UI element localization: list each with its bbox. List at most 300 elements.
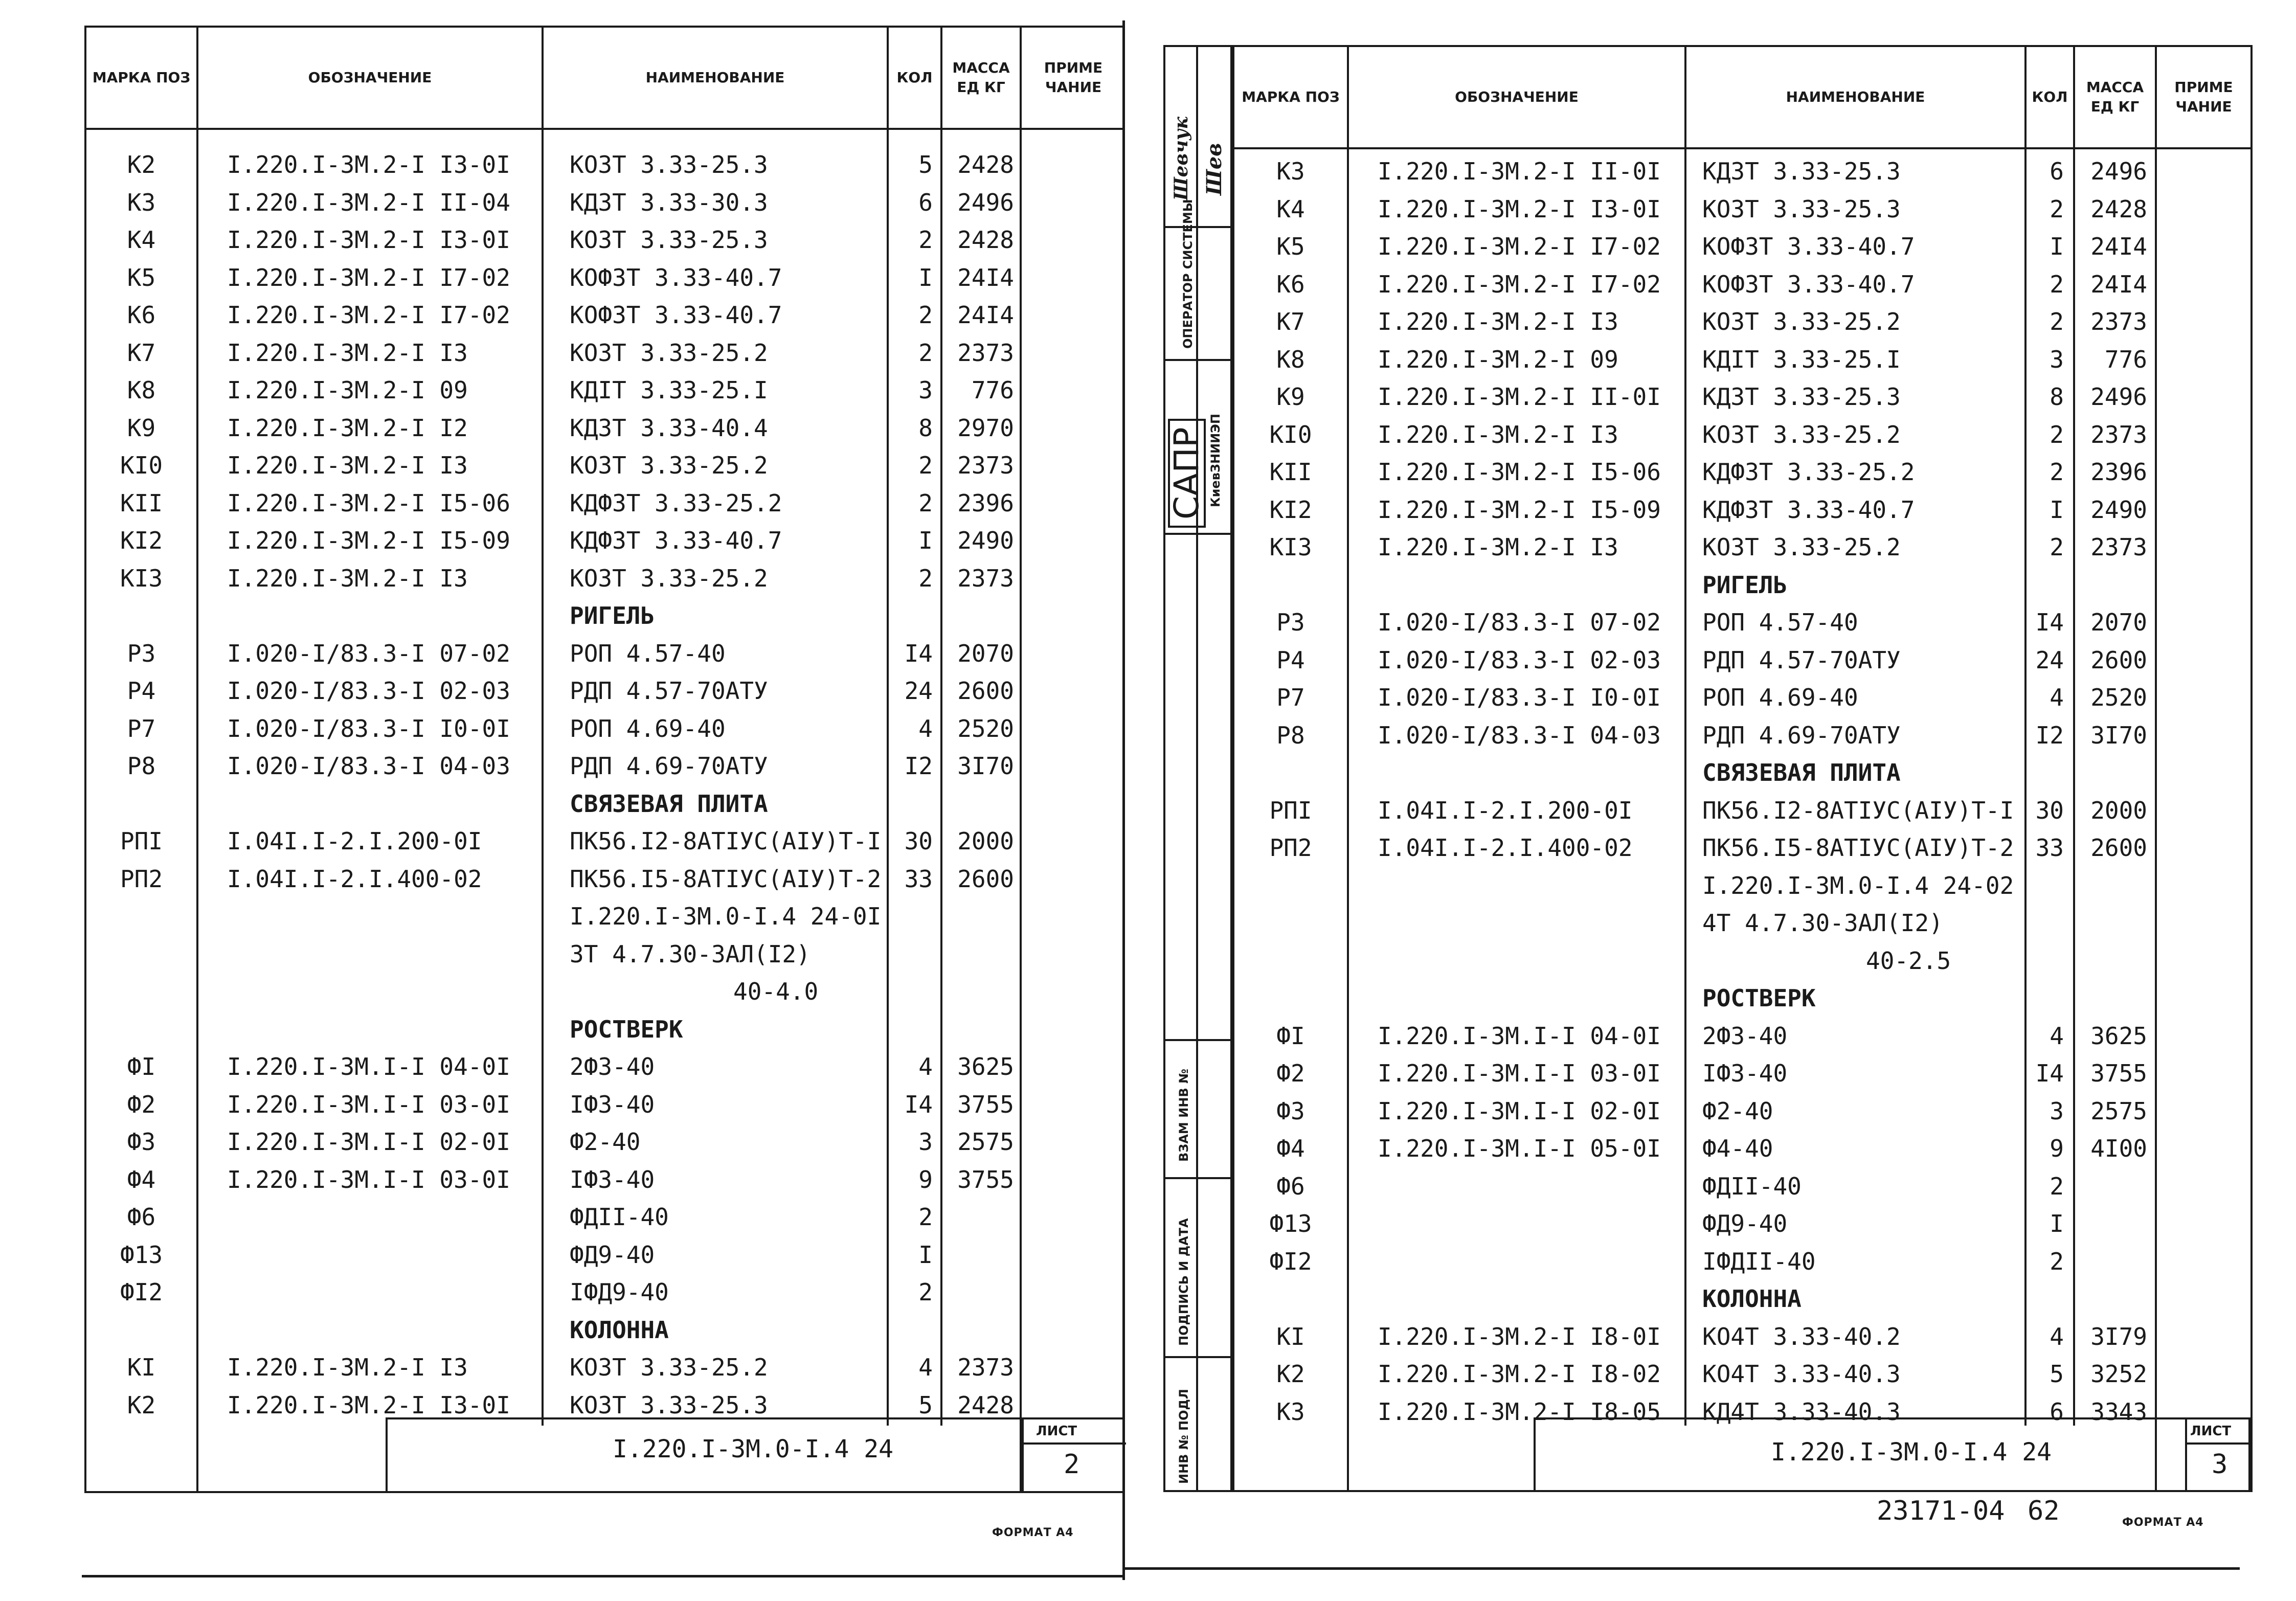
cell-kol: 2 xyxy=(918,301,933,329)
right-list-label: ЛИСТ xyxy=(2190,1424,2232,1439)
left-doc-number: I.220.I-3М.0-I.4 24 xyxy=(613,1435,894,1463)
table-row xyxy=(1234,1320,2250,1354)
cell-oboznachenie: I.020-I/83.3-I I0-0I xyxy=(1378,684,1661,711)
cell-naimenovanie: РОП 4.69-40 xyxy=(570,714,726,742)
cell-naimenovanie: КДФЗТ 3.33-40.7 xyxy=(570,527,782,554)
cell-kol: 33 xyxy=(904,865,933,893)
cell-naimenovanie: РОП 4.57-40 xyxy=(570,639,726,667)
table-row xyxy=(86,712,1123,746)
cell-massa: 2428 xyxy=(957,226,1014,254)
cell-marka: Ф2 xyxy=(1276,1059,1305,1087)
cell-marka: Ф4 xyxy=(127,1165,156,1193)
cell-kol: 30 xyxy=(2035,796,2064,824)
cell-marka: К3 xyxy=(1276,1397,1305,1426)
cell-naimenovanie: КОЗТ 3.33-25.3 xyxy=(1702,195,1901,223)
cell-oboznachenie: I.220.I-3М.I-I 03-0I xyxy=(227,1165,510,1193)
table-row xyxy=(1234,343,2250,376)
cell-kol: 2 xyxy=(2050,1247,2064,1275)
cell-naimenovanie: Ф4-40 xyxy=(1702,1135,1773,1162)
cell-marka: КII xyxy=(1269,458,1312,486)
table-row xyxy=(86,1200,1123,1234)
cell-marka: КI xyxy=(127,1354,156,1381)
table-row xyxy=(1234,455,2250,489)
right-bottom-rule xyxy=(1125,1567,2240,1570)
table-row xyxy=(86,975,1123,1008)
cell-naimenovanie: ФД9-40 xyxy=(570,1241,655,1269)
cell-kol: 9 xyxy=(2050,1135,2064,1162)
cell-oboznachenie: I.220.I-3М.2-I 09 xyxy=(227,376,468,404)
right-doc-number: I.220.I-3М.0-I.4 24 xyxy=(1771,1438,2052,1467)
header-oboznachenie: ОБОЗНАЧЕНИЕ xyxy=(1349,47,1684,149)
left-list-number: 2 xyxy=(1064,1449,1080,1480)
section-heading-row xyxy=(1234,981,2250,1015)
cell-kol: 24 xyxy=(904,677,933,705)
cell-naimenovanie: РДП 4.57-70АТУ xyxy=(570,677,768,705)
cell-naimenovanie: КО4Т 3.33-40.3 xyxy=(1702,1360,1901,1388)
cell-massa: 2496 xyxy=(2090,383,2147,411)
cell-oboznachenie: I.04I.I-2.I.400-02 xyxy=(1378,834,1633,862)
cell-naimenovanie: КДЗТ 3.33-40.4 xyxy=(570,414,768,442)
cell-kol: 6 xyxy=(918,188,933,216)
cell-naimenovanie: КОЗТ 3.33-25.2 xyxy=(570,339,768,367)
cell-marka: Р4 xyxy=(1276,646,1305,674)
center-fold-line xyxy=(1122,20,1125,1580)
table-row xyxy=(1234,267,2250,301)
cell-massa: 2070 xyxy=(957,639,1014,667)
cell-kol: 8 xyxy=(2050,383,2064,411)
header-naimenovanie: НАИМЕНОВАНИЕ xyxy=(1686,47,2024,149)
cell-marka: К9 xyxy=(1276,383,1305,411)
header-kol: КОЛ xyxy=(2027,47,2073,149)
cell-massa: 2373 xyxy=(957,452,1014,479)
cell-massa: 2490 xyxy=(2090,495,2147,524)
cell-naimenovanie: РОП 4.69-40 xyxy=(1702,684,1858,711)
cell-marka: Ф4 xyxy=(1276,1135,1305,1162)
cell-oboznachenie: I.220.I-3М.2-I I7-02 xyxy=(1378,270,1661,298)
cell-marka: Ф3 xyxy=(1276,1097,1305,1125)
cell-massa: 3I79 xyxy=(2090,1322,2147,1350)
section-heading: КОЛОННА xyxy=(570,1316,669,1344)
cell-kol: 2 xyxy=(918,1203,933,1231)
cell-oboznachenie: I.220.I-3М.2-I I5-06 xyxy=(227,489,510,517)
cell-naimenovanie: 3Т 4.7.30-3АЛ(I2) xyxy=(570,940,811,968)
cell-marka: К8 xyxy=(1276,345,1305,373)
cell-oboznachenie: I.220.I-3М.2-I I3 xyxy=(227,452,468,479)
table-row xyxy=(1234,944,2250,978)
cell-marka: Р3 xyxy=(1276,608,1305,636)
cell-naimenovanie: IФД9-40 xyxy=(570,1278,669,1306)
cell-massa: 2396 xyxy=(957,489,1014,517)
cell-kol: I xyxy=(2050,495,2064,524)
table-row xyxy=(1234,418,2250,452)
right-list-number: 3 xyxy=(2212,1449,2228,1480)
cell-naimenovanie: КО4Т 3.33-40.2 xyxy=(1702,1322,1901,1350)
stamp-operator-label: ОПЕРАТОР СИСТЕМЫ xyxy=(1181,199,1195,349)
cell-kol: 2 xyxy=(2050,458,2064,486)
cell-oboznachenie: I.220.I-3М.2-I I5-09 xyxy=(1378,495,1661,524)
header-primechanie: ПРИМЕ ЧАНИЕ xyxy=(1022,28,1125,130)
cell-kol: I xyxy=(918,527,933,554)
table-row xyxy=(1234,192,2250,226)
section-heading: КОЛОННА xyxy=(1702,1285,1802,1313)
cell-massa: 3625 xyxy=(957,1053,1014,1080)
cell-oboznachenie: I.220.I-3М.2-I I8-05 xyxy=(1378,1397,1661,1426)
stamp-org-label: КиевЗНИИЭП xyxy=(1208,414,1223,507)
stamp-signature-1: Шевчук xyxy=(1170,117,1192,200)
section-heading: СВЯЗЕВАЯ ПЛИТА xyxy=(570,790,768,818)
cell-naimenovanie: I.220.I-3М.0-I.4 24-02 xyxy=(1702,871,2014,899)
cell-naimenovanie: КДФЗТ 3.33-25.2 xyxy=(570,489,782,517)
cell-oboznachenie: I.220.I-3М.I-I 03-0I xyxy=(1378,1059,1661,1087)
cell-naimenovanie: КОЗТ 3.33-25.2 xyxy=(1702,308,1901,335)
cell-kol: I4 xyxy=(904,639,933,667)
cell-naimenovanie: КДФЗТ 3.33-25.2 xyxy=(1702,458,1915,486)
cell-kol: 2 xyxy=(918,489,933,517)
cell-massa: 2600 xyxy=(957,865,1014,893)
cell-naimenovanie: КДЗТ 3.33-30.3 xyxy=(570,188,768,216)
cell-kol: 2 xyxy=(2050,1172,2064,1200)
section-heading-row xyxy=(1234,756,2250,790)
cell-oboznachenie: I.220.I-3М.2-I I3-0I xyxy=(1378,195,1661,223)
cell-massa: 2970 xyxy=(957,414,1014,442)
cell-naimenovanie: ПК56.I2-8АТIУС(АIУ)Т-I xyxy=(570,827,882,855)
cell-kol: 4 xyxy=(918,1354,933,1381)
cell-naimenovanie: КДIТ 3.33-25.I xyxy=(570,376,768,404)
cell-marka: КI3 xyxy=(120,564,163,592)
cell-kol: 2 xyxy=(2050,195,2064,223)
cell-naimenovanie: КДЗТ 3.33-25.3 xyxy=(1702,157,1901,185)
cell-marka: Р8 xyxy=(127,752,156,780)
table-row xyxy=(86,749,1123,783)
cell-marka: Ф13 xyxy=(1269,1210,1312,1237)
table-row xyxy=(86,862,1123,896)
cell-oboznachenie: I.04I.I-2.I.200-0I xyxy=(1378,796,1633,824)
cell-massa: 2600 xyxy=(2090,646,2147,674)
table-row xyxy=(86,1050,1123,1084)
right-title-block xyxy=(1534,1417,2250,1492)
cell-massa: 2396 xyxy=(2090,458,2147,486)
cell-massa: 2520 xyxy=(957,714,1014,742)
cell-kol: 8 xyxy=(918,414,933,442)
cell-oboznachenie: I.220.I-3М.I-I 04-0I xyxy=(1378,1022,1661,1050)
table-row xyxy=(86,411,1123,445)
cell-naimenovanie: РДП 4.69-70АТУ xyxy=(570,752,768,780)
cell-naimenovanie: 40-2.5 xyxy=(1866,946,1951,975)
cell-marka: Ф2 xyxy=(127,1090,156,1118)
cell-marka: К6 xyxy=(1276,270,1305,298)
cell-kol: 24 xyxy=(2035,646,2064,674)
table-row xyxy=(86,336,1123,370)
left-list-label: ЛИСТ xyxy=(1036,1424,1077,1439)
cell-oboznachenie: I.220.I-3М.2-I I8-0I xyxy=(1378,1322,1661,1350)
cell-oboznachenie: I.220.I-3М.2-I I3 xyxy=(227,1354,468,1381)
cell-massa: 3755 xyxy=(957,1090,1014,1118)
cell-oboznachenie: I.020-I/83.3-I 07-02 xyxy=(227,639,510,667)
cell-naimenovanie: КОЗТ 3.33-25.2 xyxy=(570,564,768,592)
cell-oboznachenie: I.020-I/83.3-I 02-03 xyxy=(227,677,510,705)
cell-naimenovanie: РДП 4.69-70АТУ xyxy=(1702,721,1901,749)
table-row xyxy=(86,524,1123,557)
cell-marka: К9 xyxy=(127,414,156,442)
table-row xyxy=(86,937,1123,971)
cell-marka: К6 xyxy=(127,301,156,329)
section-heading-row xyxy=(86,1313,1123,1347)
cell-kol: 2 xyxy=(918,226,933,254)
cell-marka: КI2 xyxy=(120,527,163,554)
cell-oboznachenie: I.220.I-3М.2-I I3 xyxy=(1378,308,1618,335)
cell-oboznachenie: I.020-I/83.3-I 04-03 xyxy=(227,752,510,780)
cell-oboznachenie: I.220.I-3М.2-I I3-0I xyxy=(227,151,510,178)
cell-kol: 4 xyxy=(918,1053,933,1080)
table-row xyxy=(86,899,1123,933)
table-row xyxy=(1234,1207,2250,1241)
cell-oboznachenie: I.220.I-3М.2-I I5-06 xyxy=(1378,458,1661,486)
cell-marka: РП2 xyxy=(120,865,163,893)
cell-oboznachenie: I.220.I-3М.I-I 03-0I xyxy=(227,1090,510,1118)
table-row xyxy=(86,1238,1123,1272)
stamp-vzam-label: ВЗАМ ИНВ № xyxy=(1177,1069,1191,1162)
cell-kol: 4 xyxy=(2050,1022,2064,1050)
cell-massa: 2373 xyxy=(2090,420,2147,448)
cell-oboznachenie: I.220.I-3М.2-I I3-0I xyxy=(227,1391,510,1419)
section-heading-row xyxy=(1234,568,2250,602)
cell-marka: К3 xyxy=(1276,157,1305,185)
right-sheet xyxy=(1232,45,2253,1492)
cell-marka: Ф6 xyxy=(1276,1172,1305,1200)
cell-naimenovanie: КОЗТ 3.33-25.3 xyxy=(570,151,768,178)
header-massa: МАССА ЕД КГ xyxy=(942,28,1020,130)
stamp-sapr-label: САПР xyxy=(1168,419,1206,528)
cell-naimenovanie: ПК56.I5-8АТIУС(АIУ)Т-2 xyxy=(570,865,882,893)
header-massa: МАССА ЕД КГ xyxy=(2075,47,2155,149)
cell-massa: 2428 xyxy=(2090,195,2147,223)
table-row xyxy=(1234,305,2250,339)
cell-naimenovanie: КОЗТ 3.33-25.3 xyxy=(570,226,768,254)
table-row xyxy=(86,223,1123,257)
cell-massa: 2600 xyxy=(2090,834,2147,862)
cell-naimenovanie: РДП 4.57-70АТУ xyxy=(1702,646,1901,674)
section-heading-row xyxy=(86,1012,1123,1046)
cell-marka: КI0 xyxy=(1269,420,1312,448)
cell-kol: 3 xyxy=(918,376,933,404)
stamp-signature-2: Шев xyxy=(1202,143,1226,195)
cell-massa: 3252 xyxy=(2090,1360,2147,1388)
cell-naimenovanie: IФ3-40 xyxy=(570,1090,655,1118)
cell-marka: КI xyxy=(1276,1322,1305,1350)
table-row xyxy=(1234,380,2250,414)
table-row xyxy=(1234,530,2250,564)
cell-kol: 5 xyxy=(918,1391,933,1419)
table-row xyxy=(1234,1132,2250,1165)
cell-naimenovanie: КД4Т 3.33-40.3 xyxy=(1702,1397,1901,1426)
table-row xyxy=(1234,831,2250,865)
cell-naimenovanie: 40-4.0 xyxy=(733,978,819,1005)
cell-kol: 2 xyxy=(2050,270,2064,298)
cell-kol: 3 xyxy=(2050,345,2064,373)
table-row xyxy=(86,637,1123,670)
table-row xyxy=(86,186,1123,219)
table-row xyxy=(86,261,1123,295)
cell-naimenovanie: КОФЗТ 3.33-40.7 xyxy=(1702,270,1915,298)
cell-oboznachenie: I.220.I-3М.2-I I3 xyxy=(227,339,468,367)
cell-marka: К8 xyxy=(127,376,156,404)
cell-marka: ФI xyxy=(127,1053,156,1080)
cell-naimenovanie: КДЗТ 3.33-25.3 xyxy=(1702,383,1901,411)
cell-naimenovanie: КОЗТ 3.33-25.2 xyxy=(1702,420,1901,448)
table-row xyxy=(1234,1094,2250,1128)
section-heading: РОСТВЕРК xyxy=(1702,984,1816,1012)
table-row xyxy=(1234,493,2250,527)
cell-marka: К2 xyxy=(127,151,156,178)
left-sheet xyxy=(84,26,1125,1493)
cell-kol: 3 xyxy=(918,1128,933,1156)
cell-kol: 33 xyxy=(2035,834,2064,862)
cell-oboznachenie: I.220.I-3М.I-I 05-0I xyxy=(1378,1135,1661,1162)
table-row xyxy=(1234,794,2250,827)
cell-massa: 2000 xyxy=(957,827,1014,855)
table-row xyxy=(86,486,1123,520)
cell-naimenovanie: ФДII-40 xyxy=(570,1203,669,1231)
cell-marka: Р4 xyxy=(127,677,156,705)
cell-kol: 6 xyxy=(2050,1397,2064,1426)
cell-oboznachenie: I.220.I-3М.2-I II-04 xyxy=(227,188,510,216)
section-heading-row xyxy=(86,787,1123,821)
cell-oboznachenie: I.220.I-3М.2-I I3 xyxy=(1378,533,1618,561)
cell-naimenovanie: КДIТ 3.33-25.I xyxy=(1702,345,1901,373)
cell-naimenovanie: 2Ф3-40 xyxy=(1702,1022,1788,1050)
cell-oboznachenie: I.220.I-3М.2-I I3 xyxy=(227,564,468,592)
left-format-label: ФОРМАТ А4 xyxy=(992,1526,1074,1539)
table-row xyxy=(86,148,1123,182)
cell-marka: Ф6 xyxy=(127,1203,156,1231)
cell-massa: 3I70 xyxy=(2090,721,2147,749)
cell-oboznachenie: I.220.I-3М.I-I 04-0I xyxy=(227,1053,510,1080)
cell-naimenovanie: IФ3-40 xyxy=(570,1165,655,1193)
section-heading: РОСТВЕРК xyxy=(570,1015,683,1043)
cell-naimenovanie: ПК56.I5-8АТIУС(АIУ)Т-2 xyxy=(1702,834,2014,862)
cell-naimenovanie: РОП 4.57-40 xyxy=(1702,608,1858,636)
cell-massa: 3343 xyxy=(2090,1397,2147,1426)
cell-kol: 2 xyxy=(918,452,933,479)
table-row xyxy=(86,561,1123,595)
cell-naimenovanie: ФДII-40 xyxy=(1702,1172,1802,1200)
table-row xyxy=(1234,718,2250,752)
table-row xyxy=(86,298,1123,332)
cell-oboznachenie: I.220.I-3М.2-I I2 xyxy=(227,414,468,442)
cell-kol: 4 xyxy=(2050,684,2064,711)
cell-naimenovanie: КОЗТ 3.33-25.3 xyxy=(570,1391,768,1419)
cell-kol: I xyxy=(918,263,933,291)
table-row xyxy=(1234,605,2250,639)
cell-massa: 2428 xyxy=(957,151,1014,178)
table-row xyxy=(86,373,1123,407)
cell-marka: ФI2 xyxy=(120,1278,163,1306)
archive-number: 23171-04 xyxy=(1877,1496,2005,1526)
cell-oboznachenie: I.220.I-3М.I-I 02-0I xyxy=(227,1128,510,1156)
cell-naimenovanie: Ф2-40 xyxy=(570,1128,641,1156)
table-row xyxy=(1234,1056,2250,1090)
cell-massa: 24I4 xyxy=(957,263,1014,291)
cell-oboznachenie: I.220.I-3М.2-I I3 xyxy=(1378,420,1618,448)
cell-oboznachenie: I.220.I-3М.2-I I3-0I xyxy=(227,226,510,254)
cell-marka: К4 xyxy=(1276,195,1305,223)
cell-marka: Р3 xyxy=(127,639,156,667)
cell-naimenovanie: IФДII-40 xyxy=(1702,1247,1816,1275)
cell-kol: I xyxy=(2050,233,2064,260)
cell-massa: 3625 xyxy=(2090,1022,2147,1050)
cell-massa: 2428 xyxy=(957,1391,1014,1419)
table-row xyxy=(1234,154,2250,188)
table-row xyxy=(1234,1245,2250,1278)
table-row xyxy=(86,448,1123,482)
cell-kol: I4 xyxy=(2035,1059,2064,1087)
cell-marka: РПI xyxy=(120,827,163,855)
cell-oboznachenie: I.220.I-3М.2-I II-0I xyxy=(1378,383,1661,411)
cell-massa: 2000 xyxy=(2090,796,2147,824)
cell-massa: 2575 xyxy=(957,1128,1014,1156)
section-heading: РИГЕЛЬ xyxy=(1702,571,1788,599)
cell-massa: 2600 xyxy=(957,677,1014,705)
cell-kol: I4 xyxy=(2035,608,2064,636)
cell-naimenovanie: ФД9-40 xyxy=(1702,1210,1788,1237)
cell-naimenovanie: 2Ф3-40 xyxy=(570,1053,655,1080)
cell-marka: Р8 xyxy=(1276,721,1305,749)
cell-massa: 3I70 xyxy=(957,752,1014,780)
cell-oboznachenie: I.220.I-3М.2-I I7-02 xyxy=(1378,233,1661,260)
cell-marka: РП2 xyxy=(1269,834,1312,862)
cell-kol: 2 xyxy=(918,1278,933,1306)
cell-marka: Р7 xyxy=(127,714,156,742)
cell-naimenovanie: 4Т 4.7.30-3АЛ(I2) xyxy=(1702,909,1943,937)
stamp-inv-label: ИНВ № ПОДЛ xyxy=(1177,1389,1191,1484)
cell-kol: 2 xyxy=(2050,420,2064,448)
cell-marka: К4 xyxy=(127,226,156,254)
cell-oboznachenie: I.220.I-3М.2-I I5-09 xyxy=(227,527,510,554)
cell-massa: 4I00 xyxy=(2090,1135,2147,1162)
cell-oboznachenie: I.220.I-3М.2-I I7-02 xyxy=(227,301,510,329)
cell-naimenovanie: ПК56.I2-8АТIУС(АIУ)Т-I xyxy=(1702,796,2014,824)
cell-marka: Р7 xyxy=(1276,684,1305,711)
cell-kol: I4 xyxy=(904,1090,933,1118)
header-oboznachenie: ОБОЗНАЧЕНИЕ xyxy=(198,28,542,130)
cell-kol: 5 xyxy=(2050,1360,2064,1388)
cell-oboznachenie: I.220.I-3М.2-I I7-02 xyxy=(227,263,510,291)
cell-massa: 24I4 xyxy=(2090,270,2147,298)
right-stamp-strip xyxy=(1163,45,1232,1492)
cell-naimenovanie: КОЗТ 3.33-25.2 xyxy=(1702,533,1901,561)
cell-oboznachenie: I.220.I-3М.I-I 02-0I xyxy=(1378,1097,1661,1125)
cell-kol: 30 xyxy=(904,827,933,855)
cell-massa: 2373 xyxy=(957,1354,1014,1381)
cell-naimenovanie: Ф2-40 xyxy=(1702,1097,1773,1125)
table-row xyxy=(1234,1169,2250,1203)
cell-naimenovanie: КОЗТ 3.33-25.2 xyxy=(570,1354,768,1381)
table-row xyxy=(1234,643,2250,677)
cell-naimenovanie: КДФЗТ 3.33-40.7 xyxy=(1702,495,1915,524)
cell-kol: 2 xyxy=(918,339,933,367)
table-row xyxy=(1234,1019,2250,1053)
cell-marka: ФI xyxy=(1276,1022,1305,1050)
cell-kol: 2 xyxy=(2050,533,2064,561)
cell-massa: 24I4 xyxy=(957,301,1014,329)
left-title-block xyxy=(386,1417,1125,1493)
header-primechanie: ПРИМЕ ЧАНИЕ xyxy=(2157,47,2250,149)
cell-kol: 6 xyxy=(2050,157,2064,185)
cell-massa: 2373 xyxy=(2090,533,2147,561)
table-row xyxy=(86,1350,1123,1384)
cell-kol: 5 xyxy=(918,151,933,178)
cell-marka: К5 xyxy=(127,263,156,291)
